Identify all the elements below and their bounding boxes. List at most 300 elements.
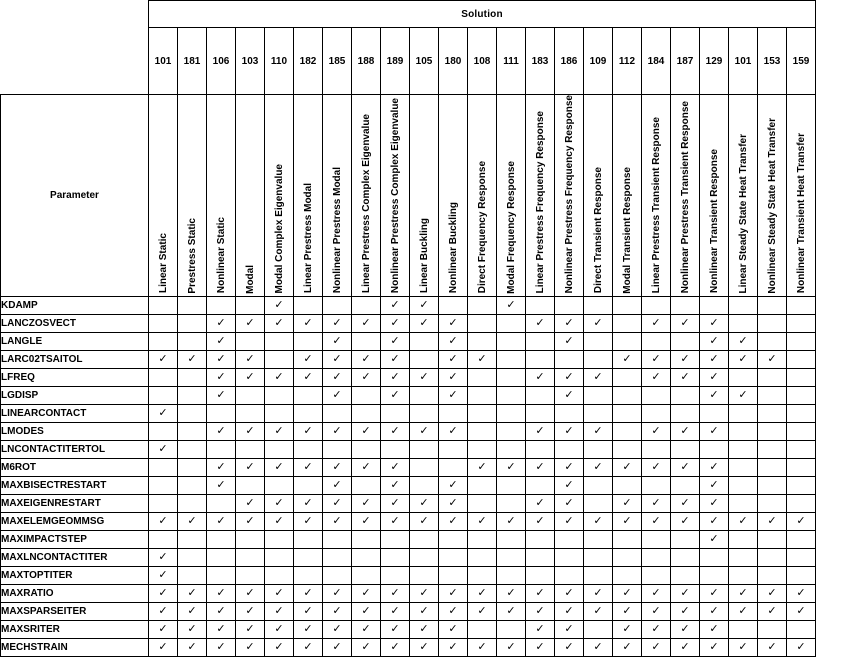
check-cell [642, 423, 671, 441]
check-icon: ✓ [216, 587, 226, 600]
solution-number: 186 [555, 28, 584, 95]
empty-cell [468, 369, 497, 387]
parameter-name: MAXELEMGEOMMSG [1, 513, 149, 531]
empty-cell [178, 405, 207, 423]
check-cell [265, 603, 294, 621]
empty-cell [178, 549, 207, 567]
empty-cell [758, 315, 787, 333]
check-icon: ✓ [564, 605, 574, 618]
empty-cell [671, 333, 700, 351]
check-cell [671, 351, 700, 369]
check-cell [439, 639, 468, 657]
parameter-name: MECHSTRAIN [1, 639, 149, 657]
check-cell [410, 513, 439, 531]
check-cell [149, 621, 178, 639]
check-icon: ✓ [274, 515, 284, 528]
check-cell [555, 585, 584, 603]
check-cell [671, 603, 700, 621]
check-cell [323, 423, 352, 441]
parameter-name: KDAMP [1, 297, 149, 315]
check-cell [265, 639, 294, 657]
check-icon: ✓ [651, 461, 661, 474]
parameter-name: LARC02TSAITOL [1, 351, 149, 369]
table-row [1, 531, 816, 549]
empty-cell [381, 531, 410, 549]
check-cell [468, 513, 497, 531]
empty-cell [613, 441, 642, 459]
empty-cell [787, 531, 816, 549]
solution-number: 185 [323, 28, 352, 95]
check-cell [729, 387, 758, 405]
empty-cell [729, 423, 758, 441]
check-icon: ✓ [361, 461, 371, 474]
check-cell [439, 369, 468, 387]
empty-cell [787, 387, 816, 405]
empty-cell [468, 531, 497, 549]
check-icon: ✓ [680, 317, 690, 330]
empty-cell [149, 297, 178, 315]
check-cell [410, 639, 439, 657]
solution-name-label: Nonlinear Prestress Transient Response [679, 101, 691, 294]
empty-cell [729, 315, 758, 333]
table-row [1, 567, 816, 585]
empty-cell [410, 549, 439, 567]
check-icon: ✓ [216, 371, 226, 384]
solution-name-header [497, 95, 526, 297]
empty-cell [381, 441, 410, 459]
empty-cell [642, 297, 671, 315]
check-icon: ✓ [709, 587, 719, 600]
empty-cell [671, 549, 700, 567]
empty-cell [323, 297, 352, 315]
check-icon: ✓ [767, 641, 777, 654]
check-icon: ✓ [245, 605, 255, 618]
empty-cell [207, 297, 236, 315]
parameter-name: MAXSPARSEITER [1, 603, 149, 621]
check-cell [613, 603, 642, 621]
check-cell [613, 639, 642, 657]
check-icon: ✓ [651, 587, 661, 600]
check-cell [207, 315, 236, 333]
check-icon: ✓ [419, 587, 429, 600]
check-icon: ✓ [245, 425, 255, 438]
check-icon: ✓ [506, 641, 516, 654]
check-icon: ✓ [564, 479, 574, 492]
solution-name-header [236, 95, 265, 297]
empty-cell [613, 315, 642, 333]
table-row [1, 639, 816, 657]
check-cell [381, 459, 410, 477]
check-icon: ✓ [535, 425, 545, 438]
check-cell [207, 351, 236, 369]
empty-cell [526, 333, 555, 351]
check-icon: ✓ [680, 641, 690, 654]
check-cell [323, 333, 352, 351]
empty-cell [410, 459, 439, 477]
empty-cell [468, 621, 497, 639]
empty-cell [149, 369, 178, 387]
empty-cell [758, 549, 787, 567]
check-cell [323, 459, 352, 477]
empty-cell [787, 423, 816, 441]
check-icon: ✓ [506, 515, 516, 528]
check-icon: ✓ [187, 641, 197, 654]
empty-cell [787, 441, 816, 459]
check-cell [729, 585, 758, 603]
check-icon: ✓ [158, 407, 168, 420]
check-cell [526, 603, 555, 621]
check-icon: ✓ [390, 479, 400, 492]
empty-cell [787, 549, 816, 567]
empty-cell [642, 405, 671, 423]
table-row [1, 423, 816, 441]
check-icon: ✓ [332, 335, 342, 348]
check-icon: ✓ [622, 515, 632, 528]
check-icon: ✓ [419, 623, 429, 636]
check-icon: ✓ [390, 623, 400, 636]
check-cell [497, 639, 526, 657]
check-icon: ✓ [593, 605, 603, 618]
check-cell [729, 513, 758, 531]
check-icon: ✓ [535, 461, 545, 474]
empty-cell [787, 369, 816, 387]
check-icon: ✓ [216, 605, 226, 618]
check-icon: ✓ [448, 353, 458, 366]
empty-cell [352, 567, 381, 585]
check-icon: ✓ [709, 515, 719, 528]
check-cell [323, 603, 352, 621]
check-icon: ✓ [216, 353, 226, 366]
check-icon: ✓ [593, 515, 603, 528]
empty-cell [410, 567, 439, 585]
check-cell [323, 387, 352, 405]
check-cell [381, 423, 410, 441]
empty-cell [758, 477, 787, 495]
empty-cell [787, 315, 816, 333]
empty-cell [613, 531, 642, 549]
empty-cell [410, 477, 439, 495]
table-row [1, 441, 816, 459]
check-icon: ✓ [332, 641, 342, 654]
empty-cell [294, 297, 323, 315]
check-cell [671, 315, 700, 333]
solution-name-label: Linear Prestress Frequency Response [534, 111, 546, 294]
empty-cell [642, 477, 671, 495]
check-cell [323, 585, 352, 603]
check-icon: ✓ [448, 371, 458, 384]
empty-cell [178, 423, 207, 441]
check-icon: ✓ [419, 425, 429, 438]
check-cell [410, 621, 439, 639]
check-icon: ✓ [448, 587, 458, 600]
check-icon: ✓ [274, 497, 284, 510]
table-row [1, 603, 816, 621]
empty-cell [236, 477, 265, 495]
check-cell [236, 639, 265, 657]
empty-cell [207, 405, 236, 423]
check-icon: ✓ [680, 425, 690, 438]
empty-cell [410, 531, 439, 549]
solution-name-label: Linear Buckling [418, 218, 430, 294]
check-icon: ✓ [738, 641, 748, 654]
check-cell [700, 603, 729, 621]
check-cell [671, 513, 700, 531]
empty-cell [729, 621, 758, 639]
empty-cell [352, 333, 381, 351]
solution-name-header [352, 95, 381, 297]
empty-cell [729, 495, 758, 513]
solution-name-label: Modal Complex Eigenvalue [273, 163, 285, 294]
check-cell [642, 621, 671, 639]
empty-cell [323, 405, 352, 423]
empty-cell [526, 531, 555, 549]
empty-cell [526, 477, 555, 495]
empty-cell [758, 441, 787, 459]
empty-cell [613, 405, 642, 423]
empty-cell [468, 567, 497, 585]
check-icon: ✓ [535, 641, 545, 654]
check-cell [497, 459, 526, 477]
check-icon: ✓ [651, 641, 661, 654]
empty-cell [526, 441, 555, 459]
solution-name-header [294, 95, 323, 297]
check-cell [410, 315, 439, 333]
check-cell [352, 513, 381, 531]
check-icon: ✓ [709, 497, 719, 510]
check-cell [294, 369, 323, 387]
empty-cell [178, 531, 207, 549]
check-cell [265, 495, 294, 513]
check-icon: ✓ [709, 623, 719, 636]
check-icon: ✓ [158, 443, 168, 456]
check-icon: ✓ [361, 623, 371, 636]
check-cell [323, 495, 352, 513]
parameter-name: MAXLNCONTACTITER [1, 549, 149, 567]
empty-cell [787, 297, 816, 315]
solution-name-label: Linear Prestress Modal [302, 183, 314, 294]
empty-cell [497, 387, 526, 405]
table-row [1, 549, 816, 567]
check-cell [700, 585, 729, 603]
empty-cell [526, 567, 555, 585]
check-icon: ✓ [390, 353, 400, 366]
solution-number: 129 [700, 28, 729, 95]
check-cell [555, 495, 584, 513]
parameter-name: MAXRATIO [1, 585, 149, 603]
check-cell [671, 639, 700, 657]
check-cell [149, 639, 178, 657]
check-cell [497, 603, 526, 621]
check-icon: ✓ [303, 497, 313, 510]
empty-cell [758, 423, 787, 441]
empty-cell [555, 531, 584, 549]
empty-cell [584, 387, 613, 405]
check-icon: ✓ [622, 497, 632, 510]
check-icon: ✓ [622, 587, 632, 600]
check-cell [149, 567, 178, 585]
empty-cell [758, 333, 787, 351]
empty-cell [671, 441, 700, 459]
solution-number: 183 [526, 28, 555, 95]
check-cell [613, 495, 642, 513]
empty-cell [381, 567, 410, 585]
check-icon: ✓ [535, 515, 545, 528]
check-cell [381, 369, 410, 387]
solution-title: Solution [149, 1, 816, 28]
check-cell [729, 639, 758, 657]
empty-cell [352, 549, 381, 567]
check-cell [352, 603, 381, 621]
check-icon: ✓ [564, 425, 574, 438]
check-cell [265, 297, 294, 315]
check-icon: ✓ [216, 389, 226, 402]
check-icon: ✓ [419, 371, 429, 384]
check-cell [584, 639, 613, 657]
solution-number: 184 [642, 28, 671, 95]
empty-cell [671, 387, 700, 405]
check-icon: ✓ [303, 317, 313, 330]
check-icon: ✓ [622, 353, 632, 366]
check-icon: ✓ [216, 461, 226, 474]
table-row [1, 369, 816, 387]
empty-cell [497, 441, 526, 459]
check-icon: ✓ [796, 515, 806, 528]
check-cell [439, 621, 468, 639]
solution-title-row [1, 1, 816, 28]
check-icon: ✓ [448, 317, 458, 330]
empty-cell [352, 477, 381, 495]
solution-number: 106 [207, 28, 236, 95]
check-icon: ✓ [477, 353, 487, 366]
empty-cell [468, 297, 497, 315]
solution-name-header [526, 95, 555, 297]
check-icon: ✓ [651, 515, 661, 528]
check-icon: ✓ [390, 425, 400, 438]
check-icon: ✓ [274, 587, 284, 600]
check-cell [323, 621, 352, 639]
check-cell [700, 531, 729, 549]
check-icon: ✓ [709, 317, 719, 330]
check-cell [642, 639, 671, 657]
empty-cell [555, 441, 584, 459]
empty-cell [265, 351, 294, 369]
check-cell [323, 315, 352, 333]
check-icon: ✓ [361, 353, 371, 366]
check-icon: ✓ [564, 317, 574, 330]
check-icon: ✓ [332, 605, 342, 618]
check-cell [410, 423, 439, 441]
empty-cell [439, 405, 468, 423]
empty-cell [294, 549, 323, 567]
check-icon: ✓ [158, 353, 168, 366]
check-icon: ✓ [709, 371, 719, 384]
check-cell [178, 513, 207, 531]
empty-cell [700, 297, 729, 315]
empty-cell [787, 333, 816, 351]
check-icon: ✓ [303, 605, 313, 618]
check-cell [555, 459, 584, 477]
check-icon: ✓ [303, 515, 313, 528]
check-cell [671, 585, 700, 603]
empty-cell [642, 531, 671, 549]
empty-cell [729, 477, 758, 495]
check-cell [555, 387, 584, 405]
check-icon: ✓ [274, 461, 284, 474]
empty-cell [613, 333, 642, 351]
parameter-name: MAXBISECTRESTART [1, 477, 149, 495]
check-icon: ✓ [709, 461, 719, 474]
check-icon: ✓ [303, 425, 313, 438]
check-icon: ✓ [535, 371, 545, 384]
empty-cell [236, 567, 265, 585]
check-cell [410, 603, 439, 621]
check-icon: ✓ [216, 641, 226, 654]
empty-cell [526, 387, 555, 405]
check-cell [671, 459, 700, 477]
empty-cell [729, 549, 758, 567]
check-cell [207, 621, 236, 639]
check-cell [236, 459, 265, 477]
empty-cell [410, 441, 439, 459]
empty-cell [787, 459, 816, 477]
check-icon: ✓ [274, 623, 284, 636]
empty-cell [497, 567, 526, 585]
solution-name-label: Nonlinear Transient Heat Transfer [795, 133, 807, 294]
empty-cell [468, 495, 497, 513]
empty-cell [584, 351, 613, 369]
check-icon: ✓ [680, 371, 690, 384]
solution-number: 101 [729, 28, 758, 95]
check-icon: ✓ [361, 641, 371, 654]
empty-cell [700, 549, 729, 567]
empty-cell [410, 333, 439, 351]
empty-cell [468, 405, 497, 423]
empty-cell [294, 531, 323, 549]
empty-cell [497, 495, 526, 513]
table-row [1, 585, 816, 603]
solution-number: 111 [497, 28, 526, 95]
empty-cell [700, 441, 729, 459]
check-cell [149, 351, 178, 369]
empty-cell [178, 477, 207, 495]
empty-cell [758, 387, 787, 405]
check-cell [526, 495, 555, 513]
solution-name-header [729, 95, 758, 297]
check-icon: ✓ [651, 353, 661, 366]
empty-cell [149, 423, 178, 441]
check-icon: ✓ [332, 623, 342, 636]
check-cell [265, 621, 294, 639]
check-cell [700, 333, 729, 351]
empty-cell [236, 387, 265, 405]
solution-name-header [381, 95, 410, 297]
empty-cell [149, 333, 178, 351]
check-icon: ✓ [158, 605, 168, 618]
check-cell [236, 369, 265, 387]
check-icon: ✓ [738, 389, 748, 402]
check-icon: ✓ [332, 389, 342, 402]
empty-cell [178, 333, 207, 351]
check-icon: ✓ [390, 587, 400, 600]
check-cell [323, 477, 352, 495]
check-cell [381, 333, 410, 351]
check-icon: ✓ [680, 461, 690, 474]
check-icon: ✓ [651, 317, 661, 330]
check-icon: ✓ [477, 515, 487, 528]
check-icon: ✓ [274, 605, 284, 618]
check-cell [207, 585, 236, 603]
check-cell [671, 621, 700, 639]
